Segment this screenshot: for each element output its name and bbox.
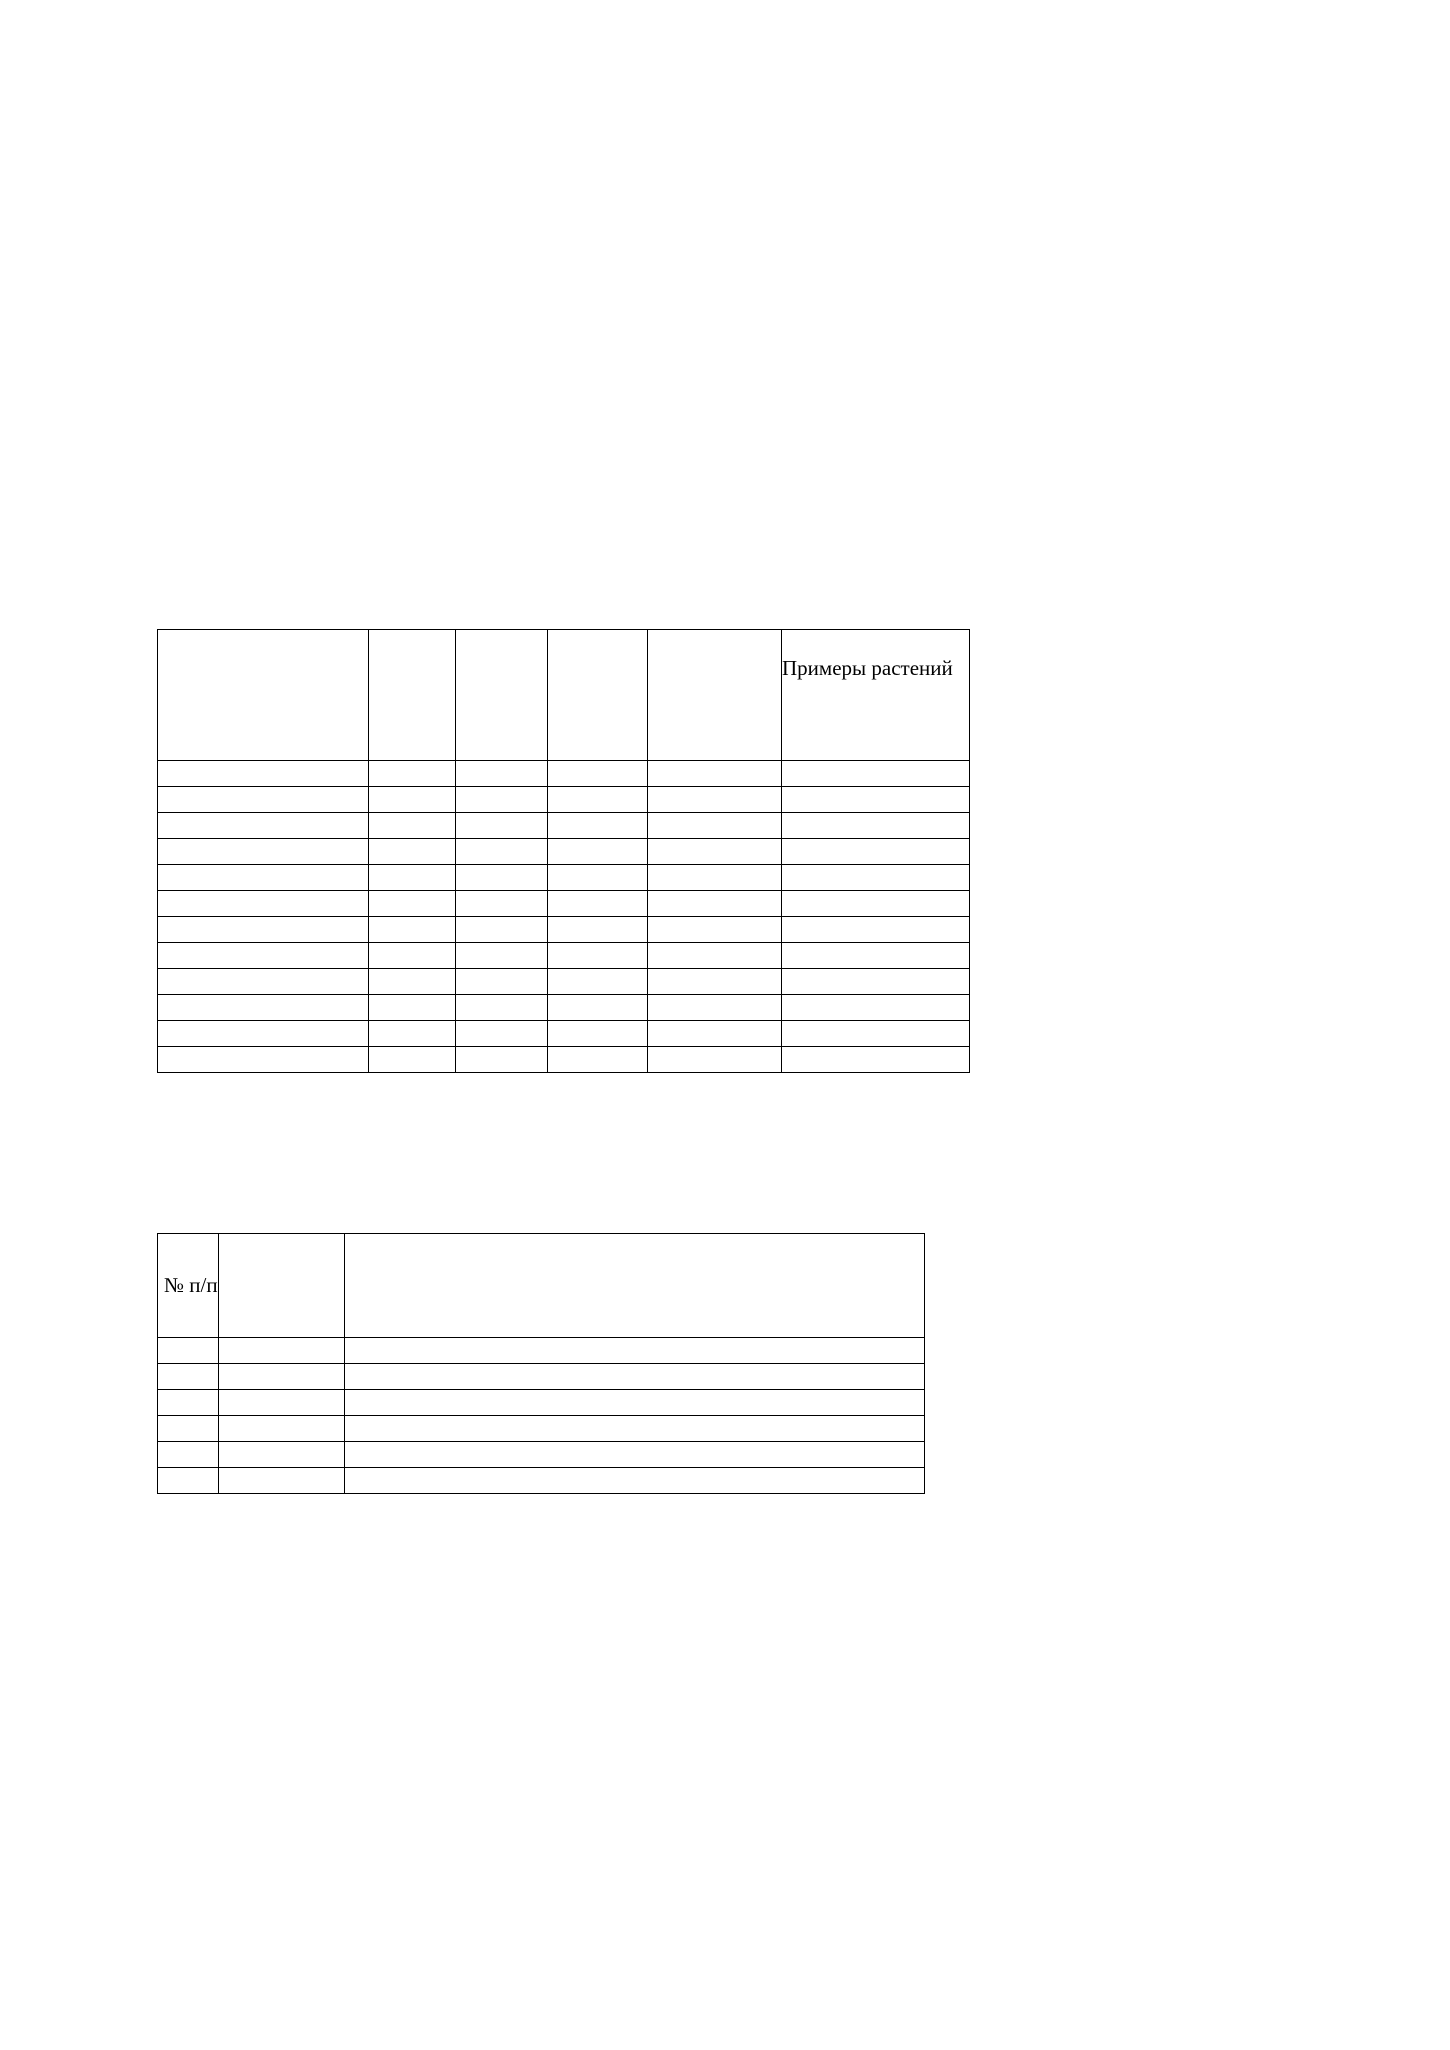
table-cell: [158, 1468, 219, 1494]
table-cell: [219, 1390, 345, 1416]
table-cell: [345, 1338, 925, 1364]
numbered-table-row: [158, 1468, 925, 1494]
table-cell: [456, 943, 548, 969]
plants-table-header-cell: [648, 630, 782, 761]
table-cell: [158, 787, 369, 813]
table-cell: [158, 839, 369, 865]
plants-table-row: [158, 943, 970, 969]
table-cell: [219, 1468, 345, 1494]
plants-table-row: [158, 813, 970, 839]
table-cell: [648, 865, 782, 891]
table-cell: [782, 891, 970, 917]
table-cell: [548, 839, 648, 865]
table-cell: [456, 917, 548, 943]
plants-table-header-cell: [369, 630, 456, 761]
table-cell: [782, 1047, 970, 1073]
numbered-table-row: [158, 1364, 925, 1390]
table-cell: [456, 891, 548, 917]
table-cell: [648, 1021, 782, 1047]
table-cell: [782, 813, 970, 839]
table-cell: [548, 813, 648, 839]
table-cell: [369, 839, 456, 865]
numbered-table-body: [158, 1234, 925, 1494]
table-cell: [158, 1364, 219, 1390]
table-cell: [548, 1021, 648, 1047]
table-cell: [219, 1416, 345, 1442]
plants-table-row: [158, 1047, 970, 1073]
table-cell: [369, 865, 456, 891]
table-cell: [345, 1416, 925, 1442]
table-cell: [456, 969, 548, 995]
table-cell: [345, 1442, 925, 1468]
table-cell: [548, 995, 648, 1021]
table-cell: [648, 761, 782, 787]
table-cell: [782, 995, 970, 1021]
plants-table-row: [158, 865, 970, 891]
plants-table-row: [158, 761, 970, 787]
numbered-table-row: [158, 1416, 925, 1442]
table-cell: [158, 1047, 369, 1073]
plants-table: [157, 629, 970, 1073]
table-cell: [782, 917, 970, 943]
table-cell: [782, 943, 970, 969]
table-cell: [369, 813, 456, 839]
table-cell: [158, 917, 369, 943]
plants-table-row: [158, 917, 970, 943]
table-cell: [158, 995, 369, 1021]
plants-table-body: [158, 630, 970, 1073]
table-cell: [158, 943, 369, 969]
numbered-table-header-row: [158, 1234, 925, 1338]
plants-table-row: [158, 787, 970, 813]
numbered-table-header-cell: [219, 1234, 345, 1338]
plants-table-header-cell: [456, 630, 548, 761]
table-cell: [158, 891, 369, 917]
plants-table-header-row: [158, 630, 970, 761]
table-cell: [648, 969, 782, 995]
table-cell: [369, 917, 456, 943]
table-cell: [456, 813, 548, 839]
table-cell: [782, 761, 970, 787]
plants-table-row: [158, 891, 970, 917]
table-cell: [548, 891, 648, 917]
table-cell: [369, 761, 456, 787]
table-cell: [158, 1338, 219, 1364]
table-cell: [648, 917, 782, 943]
table-cell: [456, 839, 548, 865]
table-cell: [219, 1442, 345, 1468]
numbered-table-row: [158, 1442, 925, 1468]
row-number-header: № п/п: [158, 1234, 219, 1338]
table-cell: [456, 761, 548, 787]
table-cell: [158, 969, 369, 995]
plant-examples-header: Примеры растений: [782, 630, 970, 761]
table-cell: [548, 969, 648, 995]
plants-table-row: [158, 969, 970, 995]
table-cell: [648, 995, 782, 1021]
table-cell: [548, 761, 648, 787]
table-cell: [456, 1021, 548, 1047]
table-cell: [648, 813, 782, 839]
numbered-table-row: [158, 1390, 925, 1416]
table-cell: [369, 1021, 456, 1047]
table-cell: [369, 969, 456, 995]
table-cell: [158, 865, 369, 891]
table-cell: [648, 943, 782, 969]
table-cell: [456, 1047, 548, 1073]
table-cell: [782, 865, 970, 891]
table-cell: [648, 787, 782, 813]
table-cell: [548, 787, 648, 813]
table-cell: [648, 1047, 782, 1073]
table-cell: [158, 1442, 219, 1468]
plants-table-row: [158, 839, 970, 865]
table-cell: [345, 1390, 925, 1416]
table-cell: [345, 1364, 925, 1390]
plants-table-header-cell: [548, 630, 648, 761]
plants-table-row: [158, 1021, 970, 1047]
table-cell: [548, 1047, 648, 1073]
table-cell: [369, 787, 456, 813]
table-cell: [369, 995, 456, 1021]
table-cell: [158, 813, 369, 839]
table-cell: [648, 891, 782, 917]
table-cell: [219, 1338, 345, 1364]
table-cell: [782, 1021, 970, 1047]
table-cell: [158, 761, 369, 787]
plants-table-row: [158, 995, 970, 1021]
table-cell: [548, 865, 648, 891]
table-cell: [548, 917, 648, 943]
numbered-table-row: [158, 1338, 925, 1364]
table-cell: [345, 1468, 925, 1494]
table-cell: [369, 891, 456, 917]
table-cell: [782, 787, 970, 813]
table-cell: [782, 969, 970, 995]
table-cell: [456, 865, 548, 891]
table-cell: [456, 995, 548, 1021]
plants-table-header-cell: [158, 630, 369, 761]
table-cell: [158, 1416, 219, 1442]
table-cell: [456, 787, 548, 813]
table-cell: [369, 1047, 456, 1073]
table-cell: [369, 943, 456, 969]
table-cell: [158, 1021, 369, 1047]
table-cell: [782, 839, 970, 865]
table-cell: [548, 943, 648, 969]
numbered-table-header-cell: [345, 1234, 925, 1338]
table-cell: [158, 1390, 219, 1416]
table-cell: [219, 1364, 345, 1390]
numbered-table: [157, 1233, 925, 1494]
table-cell: [648, 839, 782, 865]
